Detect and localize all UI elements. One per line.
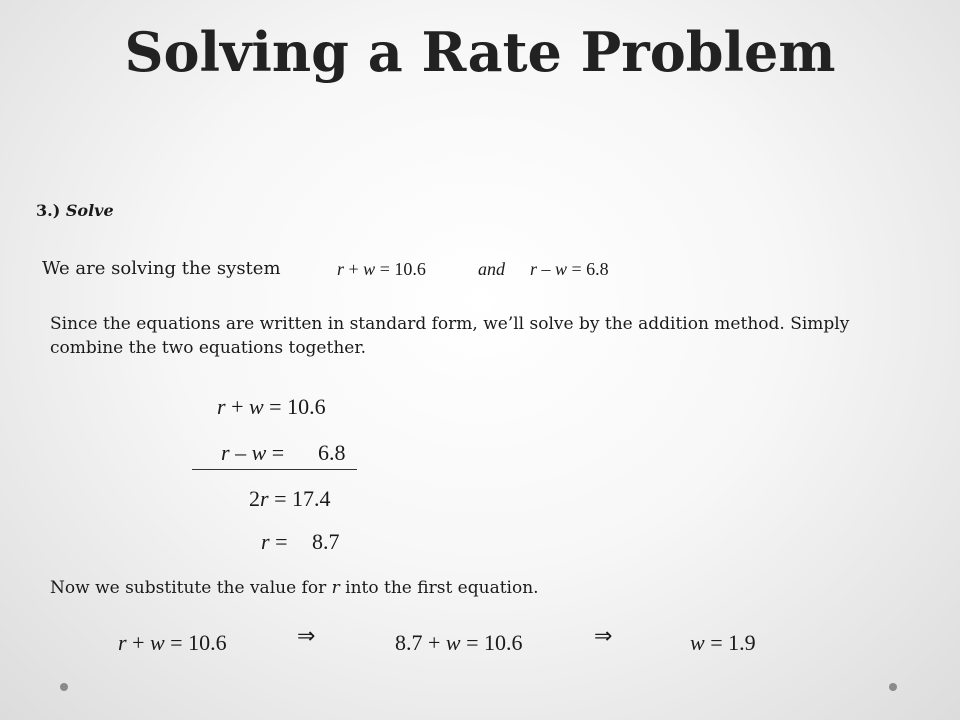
result-lhs: r = [261,529,288,554]
chain-step-1: r + w = 10.6 [118,630,227,655]
work-equation-2-lhs: r – w = [221,440,285,465]
implies-arrow-icon: ⇒ [594,624,613,649]
explanation-text: Since the equations are written in standard form, we’ll solve by the addition method. Simply combine the two equations together. [50,314,850,358]
slide-corner-dot [889,683,897,691]
work-equation-1: r + w = 10.6 [217,394,326,419]
sum-equation: 2r = 17.4 [249,486,331,511]
problem-label: Solve [65,201,114,220]
system-equation-2: r – w = 6.8 [530,259,609,279]
chain-step-3: w = 1.9 [690,630,756,655]
work-equation-2-rhs: 6.8 [318,440,346,465]
result-rhs: 8.7 [312,529,340,554]
problem-heading [36,201,114,220]
implies-arrow-icon: ⇒ [297,624,316,649]
system-equation-1: r + w = 10.6 [337,259,426,279]
page-title: Solving a Rate Problem [124,20,836,84]
problem-number: 3.) [36,201,61,220]
intro-text: We are solving the system [42,258,281,279]
chain-step-2: 8.7 + w = 10.6 [395,630,523,655]
slide-corner-dot [60,683,68,691]
system-connector: and [478,259,505,279]
substitute-text: Now we substitute the value for r into the first equation. [50,578,539,598]
addition-rule [192,469,357,470]
